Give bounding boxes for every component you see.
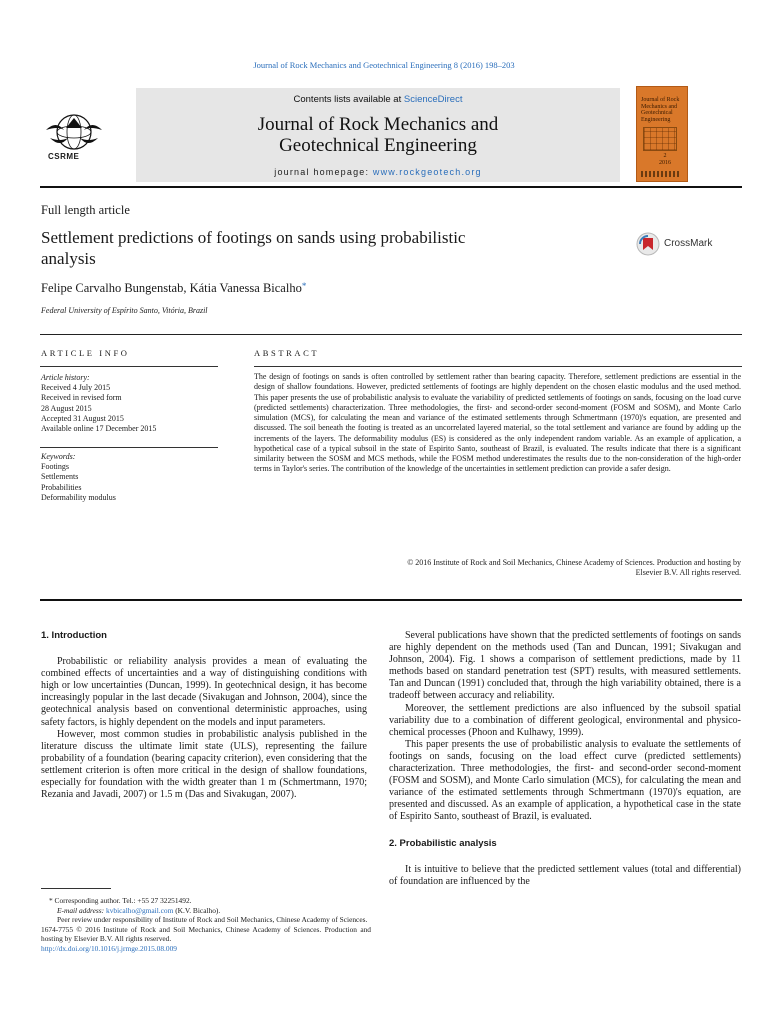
email-link[interactable]: kvbicalho@gmail.com bbox=[106, 905, 174, 915]
article-title-line2: analysis bbox=[41, 249, 96, 268]
history-item: Received in revised form bbox=[41, 393, 122, 403]
journal-citation[interactable]: Journal of Rock Mechanics and Geotechnical Engineering 8 (2016) 198–203 bbox=[253, 60, 515, 70]
affiliation: Federal University of Espírito Santo, Vitória, Brazil bbox=[41, 306, 208, 315]
abstract-text: The design of footings on sands is often controlled by settlement rather than bearing capacity. Therefore, settlement predictions are essential in the design of shallow foundations. However, predicted settlements of footings are highly dependent on the chosen elastic modulus and the used method. This paper presents the use of probabilistic analysis to evaluate the variability of predicted settlements of footings on sands, focusing on the load curve (predicted settlements) characterization. Three methodologies, the first- and second-order second-moment (FOSM and SOSM), and Monte Carlo simulation (MCS), for calculating the mean and variance of the estimated settlements through Schmertmann (1970)'s equation, are presented and discussed. The soil beneath the footing is treated as an uncorrelated layered material, so the total settlement and variance are found by adding up the increments of the layers. The deformability modulus (ES) is considered as the only independent random variable. As an example of application, a hypothetical case of a typical subsoil in the state of Espirito Santo, southeast of Brazil, is evaluated. The results indicate that there is a significant similarity between the SOSM and MCS methods, while the FOSM method underestimates the results due to the non-consideration of the high-order terms in Taylor's series. The contribution of the knowledge of the uncertainties in settlement prediction can provide a safer design. bbox=[254, 372, 741, 474]
article-type: Full length article bbox=[41, 203, 130, 217]
history-label: Article history: bbox=[41, 373, 90, 382]
paragraph: Probabilistic or reliability analysis provides a mean of evaluating the combined effects of uncertainties and a way of distinguishing conditions with high or low uncertainties (Duncan, 1999). In geotechnical design, it has become increasingly popular in the last decade (Sivakugan and Johnson, 2004), since the geotechnical analysis based on conventional deterministic approaches, using safety factors, is highly dependent on the models and input parameters. bbox=[41, 656, 367, 728]
homepage-link[interactable]: www.rockgeotech.org bbox=[372, 167, 482, 177]
logo-text: CSRME bbox=[48, 152, 80, 161]
copyright-line2: Elsevier B.V. All rights reserved. bbox=[635, 568, 741, 578]
crossmark-icon bbox=[636, 232, 662, 256]
title-rule bbox=[40, 334, 742, 335]
keyword: Probabilities bbox=[41, 482, 82, 492]
abstract-bottom-rule bbox=[40, 599, 742, 601]
keyword: Footings bbox=[41, 462, 70, 472]
journal-title-line1: Journal of Rock Mechanics and bbox=[257, 114, 499, 135]
peer-review-note: Peer review under responsibility of Institute of Rock and Soil Mechanics, Chinese Academy of Sciences. bbox=[57, 915, 368, 924]
paragraph: Moreover, the settlement predictions are also influenced by the subsoil spatial variability due to a combination of different geological, environmental and physico-chemical processes (Phoon and Kulhawy, 1999). bbox=[389, 702, 741, 738]
abstract-copyright bbox=[254, 558, 741, 579]
csrme-logo bbox=[36, 108, 126, 166]
email-label: E-mail address: bbox=[57, 905, 106, 915]
body-right-column bbox=[389, 630, 741, 888]
author-names: Felipe Carvalho Bungenstab, Kátia Vanessa Bicalho bbox=[41, 281, 302, 295]
journal-title-line2: Geotechnical Engineering bbox=[279, 135, 477, 156]
article-info-heading: ARTICLE INFO bbox=[41, 348, 130, 358]
history-item: 28 August 2015 bbox=[41, 403, 92, 413]
keywords bbox=[41, 452, 116, 503]
sciencedirect-link[interactable]: ScienceDirect bbox=[403, 94, 463, 105]
issn-line: 1674-7755 © 2016 Institute of Rock and Soil Mechanics, Chinese Academy of Sciences. Production and hosting by Elsevier B.V. All rights reserved. bbox=[41, 924, 371, 943]
section-1-heading: 1. Introduction bbox=[41, 630, 107, 641]
journal-title bbox=[136, 114, 620, 156]
section-2-heading: 2. Probabilistic analysis bbox=[389, 837, 497, 849]
cover-graphic bbox=[643, 127, 677, 151]
copyright-line1: © 2016 Institute of Rock and Soil Mechanics, Chinese Academy of Sciences. Production and hosting by bbox=[407, 558, 741, 567]
footnote-rule bbox=[41, 888, 111, 889]
corresponding-author-link[interactable]: * bbox=[301, 281, 307, 291]
article-title-line1: Settlement predictions of footings on sands using probabilistic bbox=[41, 228, 466, 247]
keyword: Settlements bbox=[41, 472, 79, 482]
history-item: Received 4 July 2015 bbox=[41, 383, 111, 393]
header-rule bbox=[40, 186, 742, 188]
corresponding-author-note: * Corresponding author. Tel.: +55 27 32251492. bbox=[49, 896, 192, 905]
paragraph: This paper presents the use of probabilistic analysis to evaluate the settlements of footings on sands, focusing on the load effect curve (predicted settlements) characterization. Three methodologies, the first- and second-order second-moment (FOSM and SOSM), and Monte Carlo simulation (MCS), for calculating the mean and variance of the estimated settlements through Schmertmann (1970)'s equation, are presented and discussed. As an example of application, a hypothetical case in the state of Espirito Santo, southeast of Brazil, is evaluated. bbox=[389, 738, 741, 823]
article-history bbox=[41, 373, 156, 434]
paragraph: Several publications have shown that the predicted settlements of footings on sands are highly dependent on the methods used (Tan and Duncan, 1991; Sivakugan and Johnson, 2004). Fig. 1 shows a comparison of settlement predictions, made by 11 methods based on standard penetration test (SPT) results, with measured settlements. Tan and Duncan (1991) concluded that, through the high variability obtained, there is a tradeoff between accuracy and reliability. bbox=[389, 630, 741, 702]
keyword: Deformability modulus bbox=[41, 492, 116, 502]
abstract-rule bbox=[254, 366, 742, 367]
article-title bbox=[41, 227, 601, 269]
keywords-label: Keywords: bbox=[41, 452, 76, 461]
cover-issue: 2 2016 bbox=[659, 153, 671, 166]
journal-homepage bbox=[136, 167, 620, 177]
journal-cover-image[interactable] bbox=[636, 86, 688, 182]
history-item: Accepted 31 August 2015 bbox=[41, 413, 124, 423]
crossmark-label: CrossMark bbox=[664, 238, 713, 249]
paragraph: It is intuitive to believe that the predicted settlement values (total and differential) of foundation are influenced by the bbox=[389, 863, 741, 887]
authors bbox=[41, 281, 306, 296]
email-suffix: (K.V. Bicalho). bbox=[173, 905, 221, 915]
contents-prefix: Contents lists available at bbox=[293, 94, 404, 105]
cover-title: Journal of Rock Mechanics and Geotechnical Engineering bbox=[641, 97, 680, 123]
history-item: Available online 17 December 2015 bbox=[41, 424, 157, 434]
keywords-rule bbox=[40, 447, 218, 448]
contents-line bbox=[136, 94, 620, 105]
footnotes bbox=[41, 896, 371, 953]
paragraph: However, most common studies in probabilistic analysis published in the literature discuss the ultimate limit state (ULS), representing the failure probability of a foundation (bearing capacity criterion), even considering that the settlement criterion is often more critical in the design of shallow foundations, especially for foundation with the width greater than 1 m (Schmertmann, 1970; Rezania and Javadi, 2007) or 1.5 m (Das and Sivakugan, 2007). bbox=[41, 728, 367, 801]
doi-link[interactable]: http://dx.doi.org/10.1016/j.jrmge.2015.08.009 bbox=[41, 943, 177, 953]
cover-barcode bbox=[641, 171, 681, 177]
abstract-heading: ABSTRACT bbox=[254, 348, 320, 358]
homepage-prefix: journal homepage: bbox=[274, 167, 373, 177]
crossmark-badge[interactable] bbox=[636, 232, 716, 256]
body-left-column bbox=[41, 630, 367, 801]
article-info-rule bbox=[40, 366, 218, 367]
